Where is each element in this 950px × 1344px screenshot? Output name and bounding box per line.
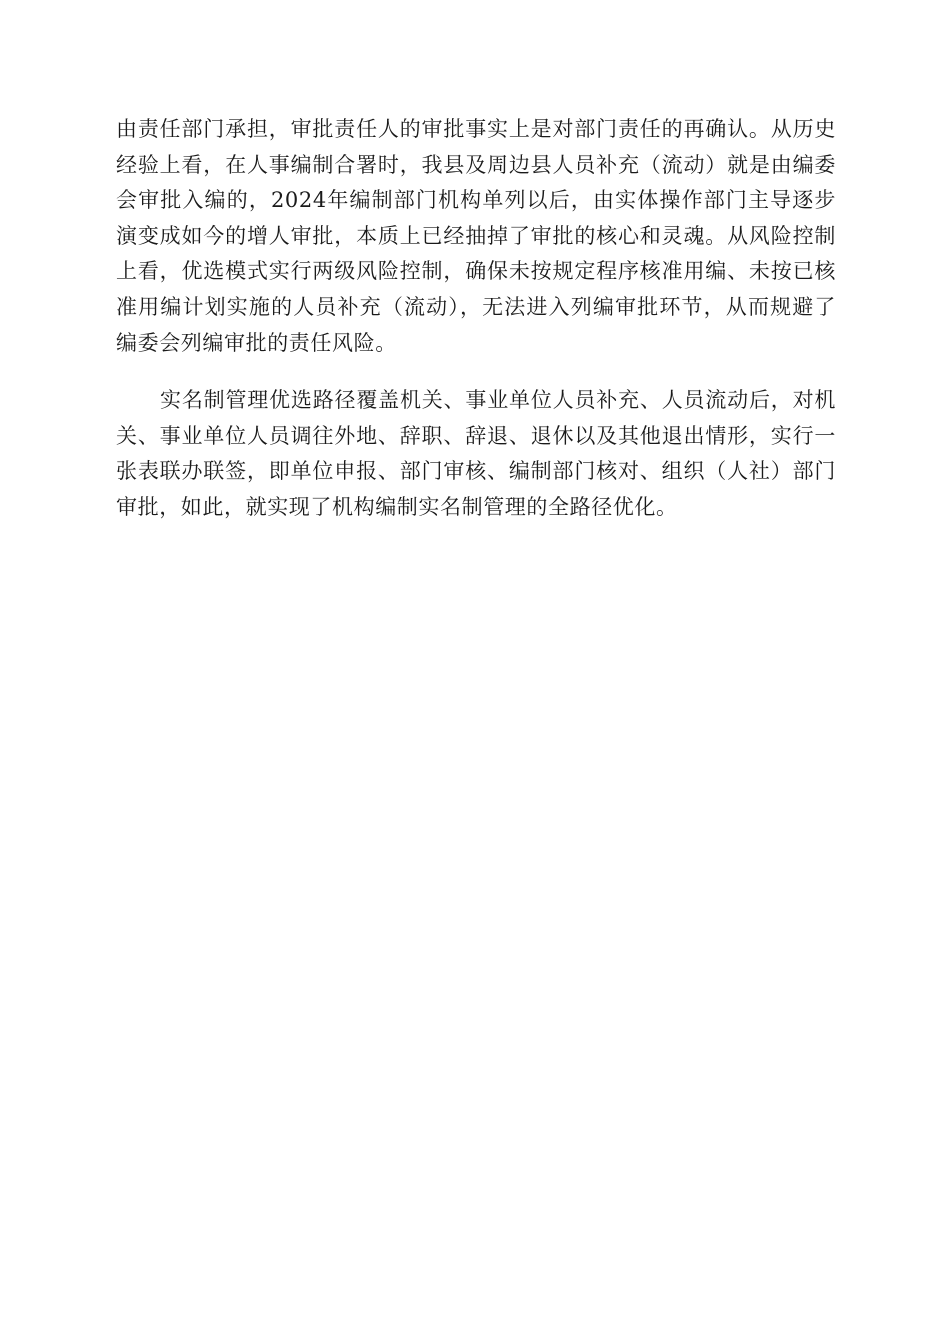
document-body [116,112,836,526]
paragraph-continuation: 由责任部门承担，审批责任人的审批事实上是对部门责任的再确认。从历史经验上看，在人事编制合署时，我县及周边县人员补充（流动）就是由编委会审批入编的，2024年编制部门机构单列以后，由实体操作部门主导逐步演变成如今的增人审批，本质上已经抽掉了审批的核心和灵魂。从风险控制上看，优选模式实行两级风险控制，确保未按规定程序核准用编、未按已核准用编计划实施的人员补充（流动），无法进入列编审批环节，从而规避了编委会列编审批的责任风险。 [116,117,836,355]
paragraph-real-name-management: 实名制管理优选路径覆盖机关、事业单位人员补充、人员流动后，对机关、事业单位人员调往外地、辞职、辞退、退休以及其他退出情形，实行一张表联办联签，即单位申报、部门审核、编制部门核对、组织（人社）部门审批，如此，就实现了机构编制实名制管理的全路径优化。 [116,388,836,519]
